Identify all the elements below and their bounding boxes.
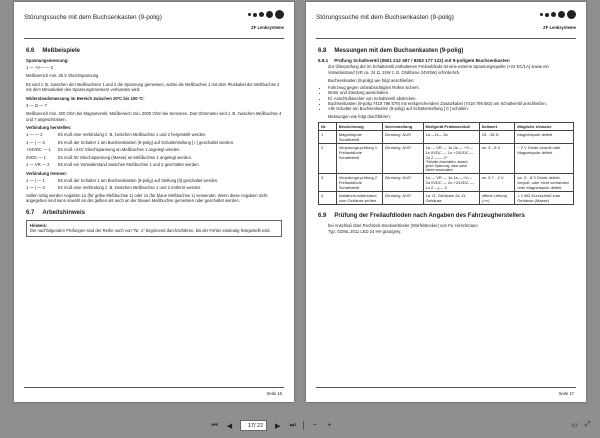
connection-description: Es muß +24V Gleichspannung an Meßbuchse 1 angelegt werden. — [58, 147, 181, 153]
herstellen-list — [26, 132, 282, 168]
cell-text: 3 — [321, 175, 324, 181]
spannung-description: Es wird z. B. zwischen den Meßbuchsen 1 und 2 die Spannung gemessen, wobei die Meßbuchse 1 mit dem Pluskabel der Meßbuchse 2 mit dem Minuskabel des Spannungsmessers verbunden wird. — [26, 81, 280, 93]
connection-description: Es muß eine Verbindung z. B. zwischen Meßbuchse 1 und 2 hergestellt werden. — [58, 131, 207, 137]
table-cell — [515, 144, 574, 174]
check-item: • El. Anschlußstecker von Schaltventil abstecken. — [328, 96, 574, 101]
table-cell — [515, 131, 574, 144]
intro-text: Zur Überprüfung der im Schaltventil enthaltenen Freilaufdiode ist eine externe Spannungsquelle (+24 DC/1A) sowie ein Vorwiderstand (VR ca. 24 Ω, 24W z. B. Glühbirne 24V/5W) erforderlich. — [328, 64, 549, 75]
fullscreen-icon[interactable]: ⤢ — [584, 420, 591, 428]
section-heading: 6.8 Messungen mit dem Buchsenkasten (9-polig) — [318, 48, 464, 54]
cell-text: Verpolungs-prüfung 1 Freilaufdiode Schaltventil — [338, 145, 378, 161]
connection-description: Es muß der Schalter 1 am Buchsenkasten (9-polig) auf Schalterstellung [ I ] geschaltet werden. — [58, 139, 235, 145]
table-cell — [423, 144, 479, 174]
table-cell — [423, 192, 479, 205]
connection-row — [26, 140, 282, 146]
next-page-button[interactable]: ▶ — [274, 422, 281, 430]
logo-dots-icon — [540, 10, 576, 19]
connection-symbol: 1 — | — 1 — [26, 177, 45, 183]
column-header: Meßgerät Prüfanschluß — [423, 123, 479, 131]
cell-text: Zündung 'AUS' — [384, 145, 412, 151]
table-cell — [336, 174, 382, 192]
table-row — [319, 144, 574, 174]
cell-text: Zündung 'AUS' — [384, 193, 412, 199]
trennen-list — [26, 178, 282, 191]
column-header: Sollwert — [479, 123, 515, 131]
table-cell — [319, 192, 337, 205]
table-cell — [336, 192, 382, 205]
widerstand-formula: 4 — Ω — 7 — [26, 102, 47, 108]
header-title: Störungssuche mit dem Buchsenkasten (9-polig) — [24, 14, 162, 21]
page-header — [24, 10, 284, 39]
table-cell — [479, 192, 515, 205]
column-header: Mögliche Ursache — [515, 123, 574, 131]
table-cell — [423, 131, 479, 144]
column-header: Bezeichnung — [336, 123, 382, 131]
spannung-range: Meßbereich min. 28 V Gleichspannung — [26, 73, 99, 79]
checks-list — [318, 85, 574, 112]
connection-symbol: 0VDC — 1 — [26, 154, 47, 160]
table-cell — [515, 192, 574, 205]
table-cell — [382, 131, 423, 144]
connection-row — [26, 155, 282, 161]
spannung-label: Spannungsmessung: — [26, 58, 69, 63]
connection-symbol: +24VDC — 1 — [26, 147, 51, 153]
logo-text: ZF Lenksysteme — [543, 25, 576, 30]
measurement-table — [318, 122, 574, 205]
connection-description: Es muß 0V Gleichspannung (Masse) an Meßbuchse 1 angelegt werden. — [58, 154, 193, 160]
table-header-row — [319, 123, 574, 131]
table-cell — [479, 174, 515, 192]
widerstand-label: Widerstandsmessung im Bereich zwischen 20ºC bis 100 ºC: — [26, 95, 145, 101]
cell-text: 1o — VR — 1s 1a —+V— 2a 0VDC — 2o +24VDC — 1o 2 —|— 2 — [425, 175, 474, 191]
cell-text: Magnetspule Schaltventil — [338, 132, 362, 143]
table-row — [319, 174, 574, 192]
widerstand-description: Meßbereich min. 400 Ohm bei Magnetventil, Meßbereich min. 2000 Ohm bei Sensoren. Das Ohmmeter wird z. B. zwischen Meßbuchse 4 und 7 angeschlossen. — [26, 111, 282, 122]
cell-text: Zündung 'AUS' — [384, 175, 412, 181]
zf-logo — [528, 10, 576, 36]
cell-text: 4 — [321, 193, 324, 199]
connection-row — [26, 185, 282, 191]
table-row — [319, 131, 574, 144]
connection-symbol: 1 — | — 2 — [26, 185, 45, 191]
zoom-out-icon[interactable]: − — [312, 422, 317, 429]
connection-symbol: 1 — VR — 2 — [26, 162, 50, 168]
section-heading: 6.6 Meßbeispiele — [26, 48, 81, 54]
cell-text: Isolations-widerstand zum Gehäuse prüfen — [338, 193, 377, 204]
page-number: Seite 17 — [558, 391, 574, 396]
page-indicator — [240, 420, 267, 431]
connection-description: Es muß der Schalter 1 am Buchsenkasten (9-polig) auf Stellung [0] geschaltet werden. — [58, 177, 219, 183]
cell-text: 1a -Ω- Gehäuse 2a -Ω- Gehäuse — [425, 193, 467, 204]
cell-text: 25…35 Ω — [481, 132, 499, 138]
column-header: Voreinstellung — [382, 123, 423, 131]
toolbar-separator — [303, 421, 304, 430]
cell-text: 1a — VR — 1s 2a — +V— 1s 0VDC — 1o +24VDC — 2o 2 —— 2* — [425, 145, 474, 161]
fit-page-icon[interactable]: ▭ — [571, 421, 578, 429]
cell-text: offene Leitung (=∞) — [481, 193, 507, 204]
right-page — [306, 2, 586, 402]
hinweis-text: Die nachfolgenden Prüfungen sind der Reihe nach von "Nr. 1" beginnend durchzuführen, bis der Fehler eindeutig festgestellt wird. — [30, 228, 271, 234]
first-page-button[interactable]: ⏮ — [211, 421, 218, 429]
freilauf-text-2: Typ: GDML 2011 LED 24 HH grau/grey. — [328, 229, 402, 234]
cell-text: Magnetspule defekt — [517, 132, 553, 138]
table-cell — [319, 174, 337, 192]
cell-text: Verpolungs-prüfung 2 Freilaufdiode Schaltventil — [338, 175, 378, 191]
connection-description: Es muß ein Vorwiderstand zwischen Meßbuchse 1 und 2 geschaltet werden. — [58, 162, 200, 168]
cell-text: ca. 3…8 V — [481, 145, 501, 151]
connection-row — [26, 147, 282, 153]
table-cell — [382, 192, 423, 205]
total-pages: / 22 — [254, 422, 264, 429]
page-header — [316, 10, 576, 39]
section-heading-arbeitshinweis: 6.7 Arbeitshinweis — [26, 209, 86, 216]
table-cell — [479, 131, 515, 144]
viewer-toolbar — [0, 408, 600, 438]
check-item: • Alle Schalter am Buchsenkasten (9-polig) auf Schalterstellung [ 0 ] schalten. — [328, 106, 574, 111]
cell-text: 2 — [321, 145, 324, 151]
freilauf-text-1: bei Anschluß über Rechteck-Steckverbinder (Würfelstecker) von Fa. Hirschmann — [328, 223, 478, 229]
cell-text: < 1 MΩ Kurzschluß zum Gehäuse (Masse) — [517, 193, 561, 204]
check-item: • Buchsenkasten (9-polig 7418 798 579) mit entsprechendem Zusatzkabel (7418 798 582) am Schaltventil anschließen. — [328, 101, 574, 106]
cell-text: ca. 3…8 V Diode defekt, verpolt, oder nicht vorhanden oder Magnetspule defekt — [517, 175, 570, 191]
connection-symbol: 1 — — 2 — [26, 131, 43, 137]
table-cell — [382, 174, 423, 192]
trennen-description: Sollen nötig werden Angaben 1ο (für gelbe Meßbuchse 1) oder 1s (für blaue Meßbuchse 1) verwendet. Wenn diese Angaben nicht angegeben sind kann sowohl an der gelben als auch an der blauen Meßbuchse gemessen oder geschaltet werden. — [26, 192, 268, 204]
connection-row — [26, 132, 282, 138]
logo-dots-icon — [248, 10, 284, 19]
table-cell — [336, 131, 382, 144]
cell-text: Zündung 'AUS' — [384, 132, 412, 138]
column-header: Nr. — [319, 123, 337, 131]
cell-text: ~ 2 V Diode verpolt oder Magnetspule defekt — [517, 145, 561, 156]
table-cell — [423, 174, 479, 192]
table-cell — [319, 131, 337, 144]
check-item: • Fahrzeug gegen unbeabsichtigtes Rollen sichern. — [328, 85, 574, 90]
hinweis-title: Hinweis: — [30, 222, 48, 228]
table-cell — [319, 144, 337, 174]
checks-intro: Buchsenkasten (9-polig) wie folgt anschließen: — [328, 78, 415, 84]
cell-text: ca. 0,7…2 V — [481, 175, 504, 181]
messungen-label: Messungen wie folgt durchführen: — [328, 113, 391, 119]
table-row — [319, 192, 574, 205]
page-number: Seite 16 — [266, 391, 282, 396]
spannung-formula: 1 — +V— — 2 — [26, 64, 54, 70]
zf-logo — [236, 10, 284, 36]
herstellen-label: Verbindung herstellen: — [26, 125, 72, 131]
connection-symbol: 1 — | — 2 — [26, 139, 45, 145]
previous-page-button[interactable]: ◀ — [226, 422, 233, 430]
table-cell — [336, 144, 382, 174]
subsection-heading: 6.8.1 Prüfung Schaltventil (0501 212 457 / 8353 177 122) mit 9-poligem Buchsenkasten — [318, 58, 510, 63]
cell-text: 1 — [321, 132, 324, 138]
cell-text: 1a —Ω— 2a — [425, 132, 448, 138]
check-item: • Motor und Zündung ausschalten. — [328, 90, 574, 95]
section-heading-freilauf: 6.9 Prüfung der Freilaufdioden nach Angaben des Fahrzeugherstellers — [318, 213, 525, 220]
table-cell — [479, 144, 515, 174]
page-number-input[interactable] — [244, 423, 254, 429]
trennen-label: Verbindung trennen: — [26, 170, 67, 176]
header-title: Störungssuche mit dem Buchsenkasten (9-polig) — [316, 14, 454, 21]
connection-row — [26, 162, 282, 168]
footer-divider — [316, 387, 576, 388]
connection-row — [26, 178, 282, 184]
table-note: *Schalter einschalten, danach gleich Spannung, dann sofort wieder ausschalten — [425, 160, 468, 173]
hinweis-box — [26, 220, 282, 237]
table-cell — [382, 144, 423, 174]
connection-description: Es muß eine Verbindung z. B. zwischen Meßbuchse 1 und 2 entfernt werden. — [58, 185, 202, 191]
zoom-in-icon[interactable]: + — [327, 422, 332, 429]
table-cell — [515, 174, 574, 192]
footer-divider — [24, 387, 284, 388]
left-page — [14, 2, 294, 402]
logo-text: ZF Lenksysteme — [251, 25, 284, 30]
last-page-button[interactable]: ⏭ — [289, 421, 296, 429]
